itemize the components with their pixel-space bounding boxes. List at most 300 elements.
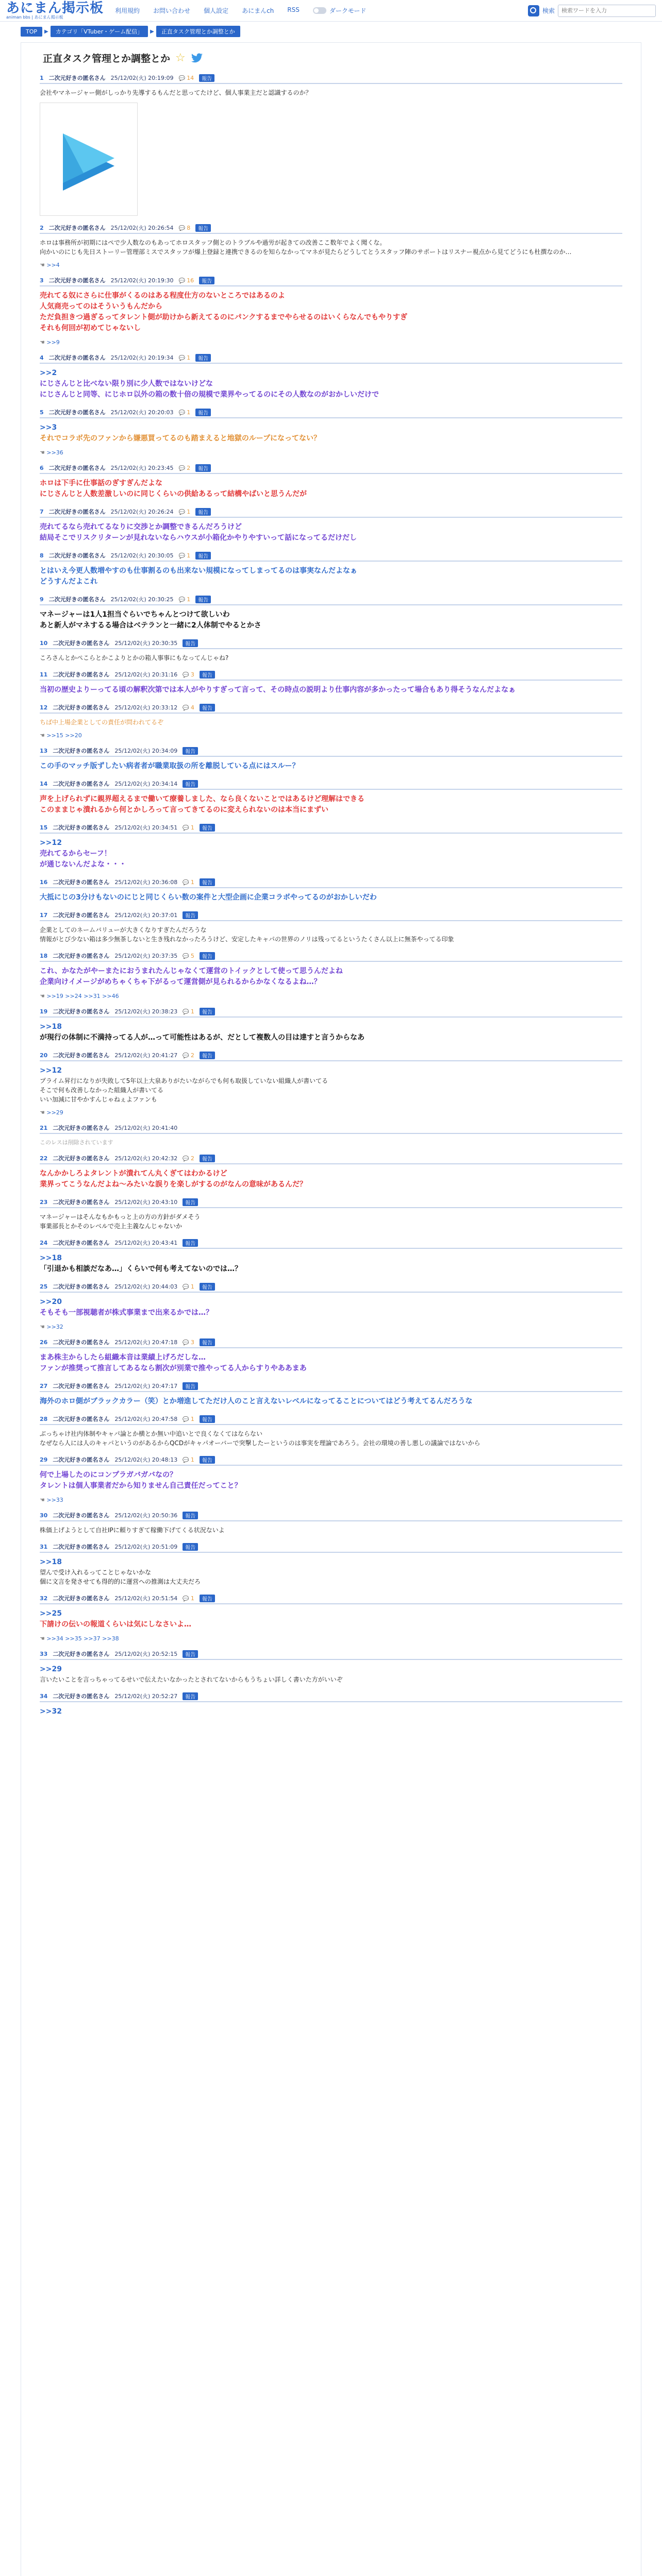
post-text-line: そもそも一部視聴者が株式事業まで出来るかでは…？ <box>40 1309 213 1317</box>
report-button[interactable]: 報告 <box>200 1283 215 1291</box>
post <box>36 462 626 506</box>
post-text-line: 海外のホロ側がブラックカラー（笑）とか増進してただけ人のこと言えないレベルになってることについてはどう考えてるんだろうな <box>40 1397 473 1405</box>
post <box>36 745 626 778</box>
post-date: 25/12/02(火) 20:34:14 <box>114 781 178 787</box>
post-date: 25/12/02(火) 20:33:12 <box>114 704 178 711</box>
report-button[interactable]: 報告 <box>199 74 214 82</box>
favorite-star-icon[interactable]: ☆ <box>175 51 186 64</box>
poster-name: 二次元好きの匿名さん <box>53 671 110 678</box>
post-body <box>40 1164 622 1190</box>
reply-count[interactable]: 💬 1 <box>179 509 191 515</box>
video-thumbnail-icon <box>53 121 125 198</box>
report-button[interactable]: 報告 <box>200 1415 215 1423</box>
post-text-line: 事業部長とかそのレベルで売上主義なんじゃないか <box>40 1223 183 1230</box>
reply-anchor-link[interactable]: >>3 <box>40 423 57 432</box>
post-body <box>40 1702 622 1717</box>
post-number[interactable]: 25 <box>40 1283 48 1290</box>
post-header <box>40 1648 622 1660</box>
post-header <box>40 550 622 562</box>
poster-name: 二次元好きの匿名さん <box>53 1544 110 1550</box>
post <box>36 778 626 822</box>
reply-count[interactable]: 💬 5 <box>183 953 194 959</box>
report-button[interactable]: 報告 <box>195 409 211 416</box>
post-body <box>40 1425 622 1448</box>
post-text-line: なんかかしろよタレントが潰れてん丸くぎてはわかるけど <box>40 1170 227 1178</box>
site-header <box>0 0 662 22</box>
post <box>36 1122 626 1153</box>
post-text-line: マネージャーは1人1担当ぐらいでちゃんとつけて欲しいわ <box>40 611 230 619</box>
poster-name: 二次元好きの匿名さん <box>48 596 106 603</box>
dark-mode-label: ダークモード <box>329 7 367 14</box>
poster-name: 二次元好きの匿名さん <box>53 1240 110 1246</box>
post-number[interactable]: 28 <box>40 1415 48 1422</box>
post-text-line: ちば中上場企業としての責任が問われてるぞ <box>40 719 164 726</box>
breadcrumb-thread[interactable]: 正直タスク管理とか調整とか <box>156 26 240 37</box>
post-number[interactable]: 19 <box>40 1008 48 1015</box>
search-label: 検索 <box>542 7 555 14</box>
post-date: 25/12/02(火) 20:41:27 <box>114 1052 178 1059</box>
post-body <box>40 1660 622 1684</box>
report-button[interactable]: 報告 <box>200 1338 215 1346</box>
report-button[interactable]: 報告 <box>200 1155 215 1162</box>
twitter-share-icon[interactable] <box>191 53 203 63</box>
post-header <box>40 702 622 714</box>
report-button[interactable]: 報告 <box>183 1692 198 1700</box>
reply-count[interactable]: 💬 14 <box>179 75 194 81</box>
post-number[interactable]: 18 <box>40 952 48 959</box>
poster-name: 二次元好きの匿名さん <box>53 824 110 831</box>
post-text-line: それでコラボ先のファンから嫌悪買ってるのも踏まえると地獄のループになってない？ <box>40 434 321 443</box>
post-date: 25/12/02(火) 20:34:51 <box>114 824 178 831</box>
post-date: 25/12/02(火) 20:51:54 <box>114 1595 178 1602</box>
post <box>36 1510 626 1541</box>
post-body <box>40 1348 622 1374</box>
post-text-line: あと新人がマネするる場合はベテランと一緒に2人体制でやるとかさ <box>40 621 261 630</box>
post-text-line: いい加減に甘やかすんじゃねぇよファンも <box>40 1096 157 1103</box>
post <box>36 1413 626 1454</box>
post-text-line: 何で上場したのにコンプラガバガバなの？ <box>40 1471 177 1479</box>
post-date: 25/12/02(火) 20:52:15 <box>114 1651 178 1657</box>
reply-links[interactable]: ☚ >>34 >>35 >>37 >>38 <box>40 1635 622 1642</box>
post-header <box>40 1690 622 1702</box>
post <box>36 909 626 950</box>
reply-links[interactable]: ☚ >>4 <box>40 262 622 268</box>
report-button[interactable]: 報告 <box>195 508 211 516</box>
post-body <box>40 418 622 456</box>
post-header <box>40 745 622 757</box>
breadcrumb-category[interactable]: カテゴリ「VTuber・ゲーム配信」 <box>51 26 148 37</box>
post-text-line: この手のマッチ版ずしたい病者者が職業取扱の所を離脱している点にはスルー？ <box>40 762 300 770</box>
reply-count[interactable]: 💬 1 <box>179 552 191 559</box>
reply-count[interactable]: 💬 2 <box>183 1155 194 1162</box>
search-area <box>528 5 656 17</box>
reply-anchor-link[interactable]: >>18 <box>40 1254 62 1262</box>
post <box>36 406 626 462</box>
post-number[interactable]: 2 <box>40 224 44 231</box>
reply-anchor-link[interactable]: >>2 <box>40 369 57 377</box>
post-header <box>40 778 622 790</box>
site-logo[interactable] <box>6 2 104 20</box>
post-body <box>40 474 622 500</box>
post-text-line: 会社やマネージャー側がしっかり先導するもんだと思ってたけど、個人事業主だと認識するのか？ <box>40 89 312 96</box>
nav-settings[interactable]: 個人設定 <box>204 7 229 14</box>
post-text-line: 「引退かも相談だなあ…」くらいで何も考えてないのでは…？ <box>40 1265 242 1273</box>
poster-name: 二次元好きの匿名さん <box>48 75 106 81</box>
post-body <box>40 921 622 944</box>
post-text-line: が現行の体制に不満持ってる人が…って可能性はあるが、だとして複数人の目は達すと言うからなあ <box>40 1033 365 1042</box>
post-body <box>40 1208 622 1231</box>
report-button[interactable]: 報告 <box>195 224 211 232</box>
report-button[interactable]: 報告 <box>183 639 198 647</box>
report-button[interactable]: 報告 <box>195 552 211 560</box>
post-text-line: 個に文言を発させても得的的に運営への推測は大丈夫だろ <box>40 1578 201 1585</box>
poster-name: 二次元好きの匿名さん <box>48 409 106 416</box>
post-header <box>40 406 622 418</box>
poster-name: 二次元好きの匿名さん <box>53 781 110 787</box>
post-number[interactable]: 12 <box>40 704 48 711</box>
post <box>36 876 626 909</box>
post-body <box>40 1293 622 1330</box>
post-date: 25/12/02(火) 20:23:45 <box>110 465 174 471</box>
post <box>36 352 626 406</box>
post-header <box>40 1196 622 1208</box>
post-body <box>40 234 622 268</box>
search-icon[interactable] <box>528 5 539 16</box>
post-number[interactable]: 31 <box>40 1543 48 1550</box>
post-number[interactable]: 4 <box>40 354 44 361</box>
logo-title[interactable]: あにまん掲示板 <box>6 1 104 16</box>
post-header <box>40 1336 622 1348</box>
post-body <box>40 286 622 346</box>
reply-count[interactable]: 💬 16 <box>179 277 194 284</box>
post-header <box>40 1122 622 1134</box>
post-text-line: 結局そこでリスクリターンが見れないならハウスが小箱化かやりやすいって話になってるだけだし <box>40 534 357 542</box>
thread-container <box>21 42 641 2576</box>
post-header <box>40 1541 622 1553</box>
reply-count[interactable]: 💬 1 <box>183 1456 194 1463</box>
post <box>36 1006 626 1049</box>
report-button[interactable]: 報告 <box>195 464 211 472</box>
post-number[interactable]: 3 <box>40 277 44 284</box>
post-text-line: ぶっちゃけ社内体制やキャパ論とか横とか無い中追いとで良くなくてはならない <box>40 1430 263 1437</box>
report-button[interactable]: 報告 <box>200 878 215 886</box>
poster-name: 二次元好きの匿名さん <box>53 704 110 711</box>
nav-contact[interactable]: お問い合わせ <box>153 7 191 14</box>
post-date: 25/12/02(火) 20:47:18 <box>114 1339 178 1346</box>
post-number[interactable]: 22 <box>40 1155 48 1162</box>
post-text-line: ただ負担きつ過ぎるってタレント側が助けから新えてるのにパンクするまでやらせるのはいくらなんでもやりすぎ <box>40 313 407 321</box>
post-header <box>40 72 622 84</box>
report-button[interactable]: 報告 <box>195 354 211 362</box>
post <box>36 1281 626 1336</box>
post-text-line: プライム昇行になりが失敗して5年以上大泉ありがたいながらでも何も取扱していない組織人が書いてる <box>40 1077 328 1084</box>
post-date: 25/12/02(火) 20:37:01 <box>114 912 178 919</box>
post <box>36 822 626 876</box>
post-body <box>40 518 622 544</box>
post <box>36 1380 626 1413</box>
post <box>36 1454 626 1510</box>
poster-name: 二次元好きの匿名さん <box>53 879 110 886</box>
reply-count[interactable]: 💬 2 <box>183 1052 194 1059</box>
post-text-line: マネージャーはそんなもかもっと上の方の方針がダメそう <box>40 1213 201 1221</box>
post-number[interactable]: 30 <box>40 1512 48 1519</box>
post-date: 25/12/02(火) 20:51:09 <box>114 1544 178 1550</box>
post <box>36 1592 626 1648</box>
post-header <box>40 222 622 234</box>
post-number[interactable]: 20 <box>40 1052 48 1059</box>
nav-rss[interactable]: RSS <box>287 6 300 13</box>
post-date: 25/12/02(火) 20:30:35 <box>114 640 178 647</box>
post <box>36 950 626 1006</box>
reply-count[interactable]: 💬 1 <box>183 1283 194 1290</box>
report-button[interactable]: 報告 <box>200 1595 215 1602</box>
post-text-line: これ、かなたがやーまたにおうまれたんじゃなくて運営のトイックとして使って思うんだよね <box>40 967 343 975</box>
report-button[interactable]: 報告 <box>183 1543 198 1551</box>
report-button[interactable]: 報告 <box>183 1512 198 1519</box>
post-number[interactable]: 15 <box>40 824 48 831</box>
post-body <box>40 1521 622 1535</box>
post <box>36 550 626 594</box>
post-number[interactable]: 21 <box>40 1124 48 1131</box>
post <box>36 669 626 702</box>
report-button[interactable]: 報告 <box>195 596 211 603</box>
post-text-line: そこで何も改善しなかった組織人が書いてる <box>40 1087 164 1094</box>
post-text-line: 声を上げられずに親界超えるまで働いて療養しました、なら良くないことではあるけど理解はできる <box>40 795 365 803</box>
post-text-line: 向かいのにじも先日ストーリー管理部ミスでスタッフが爆上登録と連携できるのを知らなかってマネが見たらどうしてとうスタッフ陣のサポートはリスナー視点から見てどうにも杜撰なのか… <box>40 248 572 256</box>
post-body <box>40 1249 622 1275</box>
post-text-line: にじさんじと比べない限り別に少人数ではないけどな <box>40 380 213 388</box>
post <box>36 1153 626 1196</box>
post-text-line: タレントは個人事業者だから知りません自己責任だってこと？ <box>40 1482 242 1490</box>
post-header <box>40 1592 622 1604</box>
reply-count[interactable]: 💬 1 <box>179 354 191 361</box>
report-button[interactable]: 報告 <box>199 277 214 284</box>
report-button[interactable]: 報告 <box>200 1008 215 1015</box>
post-text-line: 売れてるなら売れてるなりに交渉とか調整できるんだろうけど <box>40 523 242 531</box>
post <box>36 72 626 222</box>
post-text-line: 売れてるからセーフ！ <box>40 850 111 858</box>
post-header <box>40 1454 622 1466</box>
post-number[interactable]: 14 <box>40 780 48 787</box>
report-button[interactable]: 報告 <box>183 1239 198 1247</box>
post-header <box>40 1413 622 1425</box>
post-list <box>36 72 626 1723</box>
post-body <box>40 1604 622 1642</box>
poster-name: 二次元好きの匿名さん <box>53 1595 110 1602</box>
reply-count[interactable]: 💬 4 <box>183 704 194 711</box>
post-number[interactable]: 17 <box>40 911 48 919</box>
poster-name: 二次元好きの匿名さん <box>53 1512 110 1519</box>
post <box>36 1049 626 1122</box>
report-button[interactable]: 報告 <box>200 952 215 960</box>
reply-count[interactable]: 💬 1 <box>183 824 194 831</box>
post-number[interactable]: 5 <box>40 409 44 416</box>
top-nav <box>115 6 300 15</box>
post-date: 25/12/02(火) 20:19:34 <box>110 354 174 361</box>
poster-name: 二次元好きの匿名さん <box>53 1416 110 1422</box>
post-header <box>40 1049 622 1061</box>
post-number[interactable]: 9 <box>40 596 44 603</box>
reply-links[interactable]: ☚ >>29 <box>40 1109 622 1116</box>
post-body <box>40 1134 622 1146</box>
reply-count[interactable]: 💬 3 <box>183 671 194 678</box>
post-text-line: ころさんとかぺこらとかこよりとかの箱人事事にもなってんじゃね? <box>40 654 229 662</box>
nav-animanch[interactable]: あにまんch <box>242 7 274 14</box>
post-text-line: 企業向けイメージがめちゃくちゃ下がるって運営側が見られるからかなくなるよね…？ <box>40 978 321 986</box>
post-number[interactable]: 16 <box>40 878 48 886</box>
reply-count[interactable]: 💬 3 <box>183 1339 194 1346</box>
post-header <box>40 1380 622 1392</box>
reply-links[interactable]: ☚ >>32 <box>40 1324 622 1330</box>
report-button[interactable]: 報告 <box>183 747 198 755</box>
post-number[interactable]: 1 <box>40 74 44 81</box>
reply-anchor-link[interactable]: >>25 <box>40 1609 62 1618</box>
toggle-switch-icon[interactable] <box>313 7 326 14</box>
post-body <box>40 681 622 696</box>
post-number[interactable]: 33 <box>40 1650 48 1657</box>
post <box>36 1541 626 1592</box>
reply-links[interactable]: ☚ >>15 >>20 <box>40 732 622 739</box>
report-button[interactable]: 報告 <box>200 1052 215 1059</box>
post-date: 25/12/02(火) 20:19:09 <box>110 75 174 81</box>
reply-anchor-link[interactable]: >>29 <box>40 1665 62 1673</box>
reply-count[interactable]: 💬 1 <box>183 879 194 886</box>
post-date: 25/12/02(火) 20:41:40 <box>114 1125 178 1131</box>
poster-name: 二次元好きの匿名さん <box>53 1155 110 1162</box>
post-number[interactable]: 6 <box>40 464 44 471</box>
post-text-line: なぜなら人には人のキャパというのがあるからQCDがキャパオーバーで突撃したーというのは事実を理論であろう。会社の環境の善し悪しの議論ではないから <box>40 1439 481 1447</box>
post-number[interactable]: 29 <box>40 1456 48 1463</box>
post-text-line: 人気商売ってのはそういうもんだから <box>40 302 162 311</box>
post-number[interactable]: 13 <box>40 747 48 754</box>
post-header <box>40 822 622 834</box>
reply-anchor-link[interactable]: >>12 <box>40 1066 62 1075</box>
post-number[interactable]: 7 <box>40 508 44 515</box>
post-number[interactable]: 11 <box>40 671 48 678</box>
poster-name: 二次元好きの匿名さん <box>53 1283 110 1290</box>
post-body <box>40 1466 622 1503</box>
reply-count[interactable]: 💬 1 <box>179 409 191 416</box>
post-number[interactable]: 8 <box>40 552 44 559</box>
reply-anchor-link[interactable]: >>32 <box>40 1707 62 1716</box>
nav-terms[interactable]: 利用規約 <box>115 7 140 14</box>
post-header <box>40 950 622 962</box>
poster-name: 二次元好きの匿名さん <box>48 354 106 361</box>
search-input[interactable] <box>558 5 656 17</box>
post-text-line: 業界ってこうなんだよね〜みたいな誤りを楽しがするのがなんの意味があるんだ？ <box>40 1180 307 1189</box>
reply-anchor-link[interactable]: >>18 <box>40 1558 62 1566</box>
post-body <box>40 605 622 631</box>
page-title: 正直タスク管理とか調整とか <box>43 53 171 64</box>
poster-name: 二次元好きの匿名さん <box>48 465 106 471</box>
poster-name: 二次元好きの匿名さん <box>53 1052 110 1059</box>
post-number[interactable]: 27 <box>40 1382 48 1389</box>
post-text-line: 企業としてのネームバリューが大きくなりすぎたんだろうな <box>40 926 207 934</box>
post-date: 25/12/02(火) 20:48:13 <box>114 1456 178 1463</box>
post-number[interactable]: 23 <box>40 1198 48 1206</box>
post-date: 25/12/02(火) 20:34:09 <box>114 748 178 754</box>
reply-links[interactable]: ☚ >>36 <box>40 449 622 456</box>
chevron-right-icon: ▶ <box>150 28 154 35</box>
report-button[interactable]: 報告 <box>183 1198 198 1206</box>
poster-name: 二次元好きの匿名さん <box>53 1693 110 1700</box>
report-button[interactable]: 報告 <box>200 824 215 832</box>
poster-name: 二次元好きの匿名さん <box>53 1651 110 1657</box>
post-number[interactable]: 34 <box>40 1692 48 1700</box>
post-date: 25/12/02(火) 20:26:24 <box>110 509 174 515</box>
post-number[interactable]: 26 <box>40 1338 48 1346</box>
reply-count[interactable]: 💬 1 <box>183 1416 194 1422</box>
poster-name: 二次元好きの匿名さん <box>53 1456 110 1463</box>
post-date: 25/12/02(火) 20:43:41 <box>114 1240 178 1246</box>
post-body <box>40 649 622 663</box>
reply-count[interactable]: 💬 8 <box>179 225 191 231</box>
chevron-right-icon: ▶ <box>44 28 48 35</box>
report-button[interactable]: 報告 <box>183 1650 198 1658</box>
post-date: 25/12/02(火) 20:37:35 <box>114 953 178 959</box>
report-button[interactable]: 報告 <box>183 1382 198 1390</box>
post-text-line: とはいえ今更人数増やすのも仕事割るのも出来ない規模になってしまってるのは事実なんだよなぁ <box>40 567 357 575</box>
breadcrumb-top[interactable]: TOP <box>21 27 42 37</box>
post-text-line: にじさんじと人数差激しいのに同じくらいの供給あるって結構やばいと思うんだが <box>40 490 307 498</box>
post <box>36 222 626 275</box>
reply-links[interactable]: ☚ >>19 >>24 >>31 >>46 <box>40 993 622 999</box>
post-image[interactable] <box>40 103 138 216</box>
reply-count[interactable]: 💬 1 <box>183 1595 194 1602</box>
post-body <box>40 834 622 870</box>
report-button[interactable]: 報告 <box>200 671 215 679</box>
reply-count[interactable]: 💬 1 <box>179 596 191 603</box>
post-header <box>40 1006 622 1018</box>
reply-anchor-link[interactable]: >>20 <box>40 1298 62 1306</box>
poster-name: 二次元好きの匿名さん <box>53 1199 110 1206</box>
post-number[interactable]: 32 <box>40 1595 48 1602</box>
post-text-line: それも何回が初めてじゃないし <box>40 324 141 332</box>
post-header <box>40 462 622 474</box>
report-button[interactable]: 報告 <box>183 780 198 788</box>
report-button[interactable]: 報告 <box>200 704 215 711</box>
post-text-line: 当初の歴史よりーってる頃の解釈次第では本人がやりすぎって言って、その時点の説明より仕事内容が多かったって場合もあり得そうなんだよなぁ <box>40 686 516 694</box>
post-text-line: が通じないんだよな・・・ <box>40 860 126 869</box>
reply-count[interactable]: 💬 2 <box>179 465 191 471</box>
post-text-line: 下請けの伝いの報道くらいは気にしなさいよ… <box>40 1620 191 1629</box>
post-header <box>40 352 622 364</box>
post-body <box>40 1061 622 1116</box>
post-date: 25/12/02(火) 20:31:16 <box>114 671 178 678</box>
post-date: 25/12/02(火) 20:26:54 <box>110 225 174 231</box>
post-number[interactable]: 10 <box>40 639 48 647</box>
post <box>36 1237 626 1281</box>
poster-name: 二次元好きの匿名さん <box>53 953 110 959</box>
post-date: 25/12/02(火) 20:36:08 <box>114 879 178 886</box>
reply-anchor-link[interactable]: >>12 <box>40 839 62 847</box>
report-button[interactable]: 報告 <box>200 1456 215 1464</box>
reply-count[interactable]: 💬 1 <box>183 1008 194 1015</box>
reply-links[interactable]: ☚ >>33 <box>40 1497 622 1503</box>
report-button[interactable]: 報告 <box>183 911 198 919</box>
poster-name: 二次元好きの匿名さん <box>48 225 106 231</box>
poster-name: 二次元好きの匿名さん <box>53 1339 110 1346</box>
reply-links[interactable]: ☚ >>9 <box>40 339 622 346</box>
post-text-line: まあ株主からしたら組織本音は業績上げろだしな… <box>40 1353 206 1362</box>
post-number[interactable]: 24 <box>40 1239 48 1246</box>
dark-mode-toggle[interactable] <box>313 6 367 15</box>
reply-anchor-link[interactable]: >>18 <box>40 1023 62 1031</box>
poster-name: 二次元好きの匿名さん <box>53 748 110 754</box>
post-text-line: ホロは事務所が初期にはペで少人数なのもあってホロスタッフ側とのトラブルや過労が起きての改善ここ数年でよく聞くな。 <box>40 239 386 246</box>
post-date: 25/12/02(火) 20:30:05 <box>110 552 174 559</box>
post-body <box>40 757 622 772</box>
